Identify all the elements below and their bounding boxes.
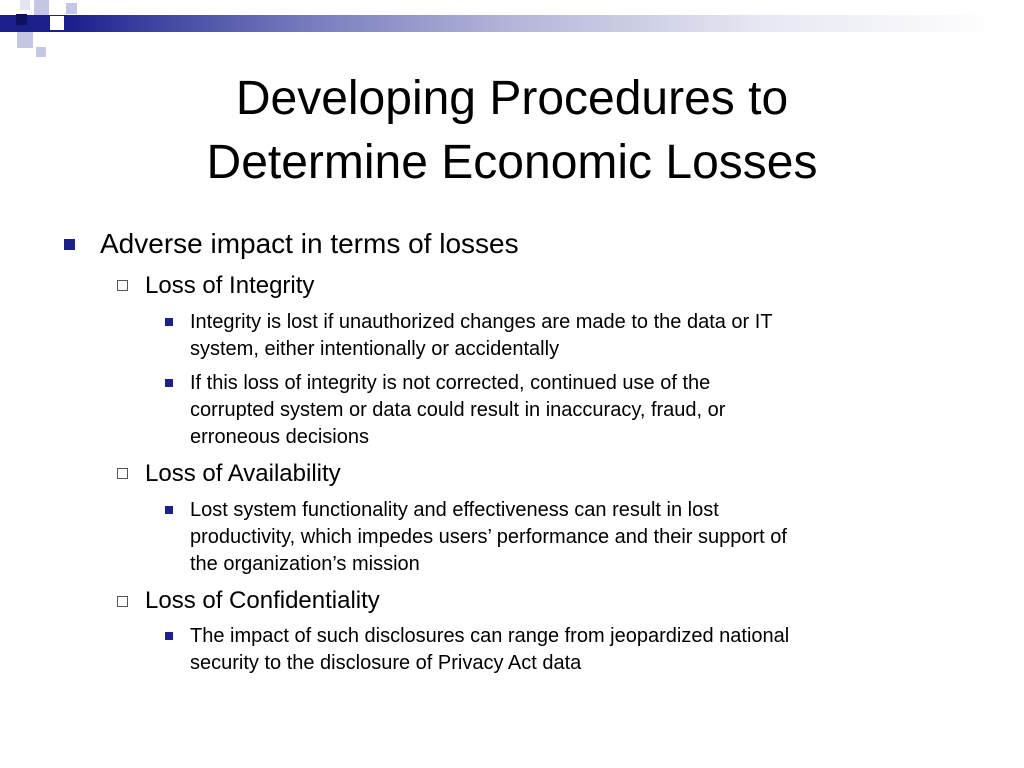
list-item	[190, 623, 980, 677]
list-item-line: If this loss of integrity is not corrected, continued use of the	[190, 372, 711, 394]
list-item-line: productivity, which impedes users’ performance and their support of	[190, 526, 787, 548]
small-square-bullet-icon	[165, 318, 173, 326]
list-item-line: security to the disclosure of Privacy Act data	[190, 652, 582, 674]
bullet-text: Adverse impact in terms of losses	[100, 228, 519, 259]
section-heading: Loss of Availability	[145, 460, 341, 487]
list-item	[190, 497, 980, 578]
square-bullet-icon	[64, 239, 75, 250]
section-heading: Loss of Confidentiality	[145, 587, 380, 614]
list-item-line: the organization’s mission	[190, 553, 420, 575]
hollow-square-bullet-icon	[117, 280, 128, 291]
section-heading: Loss of Integrity	[145, 272, 315, 299]
hollow-square-bullet-icon	[117, 596, 128, 607]
list-item-line: Integrity is lost if unauthorized changes are made to the data or IT	[190, 311, 773, 333]
list-item	[190, 309, 980, 363]
list-item-line: corrupted system or data could result in inaccuracy, fraud, or	[190, 399, 726, 421]
small-square-bullet-icon	[165, 632, 173, 640]
list-item	[190, 370, 980, 451]
title-line: Determine Economic Losses	[206, 136, 818, 189]
list-item-line: Lost system functionality and effectiveness can result in lost	[190, 499, 719, 521]
list-item-line: system, either intentionally or accidentally	[190, 338, 560, 360]
title-line: Developing Procedures to	[235, 72, 789, 125]
hollow-square-bullet-icon	[117, 468, 128, 479]
small-square-bullet-icon	[165, 379, 173, 387]
list-item-line: erroneous decisions	[190, 426, 369, 448]
list-item-line: The impact of such disclosures can range from jeopardized national	[190, 625, 790, 647]
small-square-bullet-icon	[165, 506, 173, 514]
